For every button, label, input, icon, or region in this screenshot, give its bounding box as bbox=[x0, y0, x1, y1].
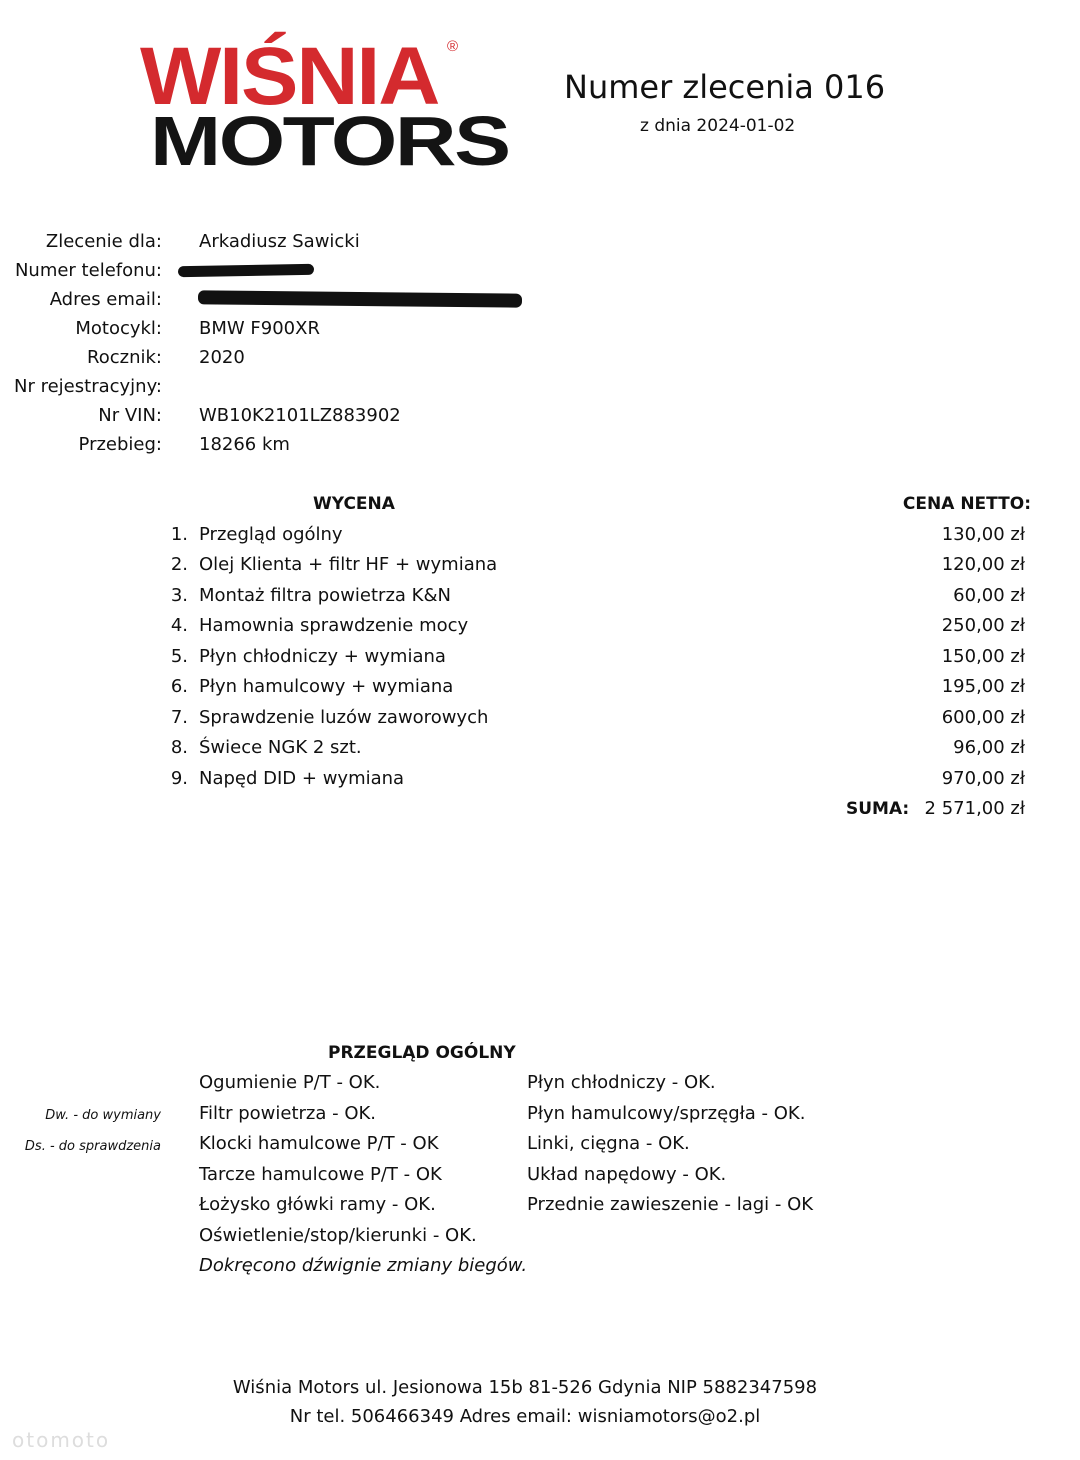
item-name: Hamownia sprawdzenie mocy bbox=[199, 615, 469, 636]
sum-label: SUMA: bbox=[846, 799, 910, 819]
vin-value: WB10K2101LZ883902 bbox=[199, 405, 401, 426]
item-number: 5. bbox=[170, 646, 188, 667]
sum-value: 2 571,00 zł bbox=[924, 798, 1025, 819]
client-value: Arkadiusz Sawicki bbox=[199, 231, 360, 252]
item-price: 195,00 zł bbox=[941, 676, 1025, 697]
inspection-note: Dokręcono dźwignie zmiany biegów. bbox=[199, 1255, 528, 1276]
inspection-item: Ogumienie P/T - OK. bbox=[199, 1072, 381, 1093]
item-name: Olej Klienta + filtr HF + wymiana bbox=[199, 554, 498, 575]
inspection-item: Tarcze hamulcowe P/T - OK bbox=[199, 1164, 442, 1185]
item-number: 9. bbox=[170, 768, 188, 789]
item-number: 3. bbox=[170, 585, 188, 606]
inspection-item: Linki, cięgna - OK. bbox=[527, 1133, 690, 1154]
item-number: 7. bbox=[170, 707, 188, 728]
inspection-item: Układ napędowy - OK. bbox=[527, 1164, 727, 1185]
phone-label: Numer telefonu: bbox=[14, 260, 162, 281]
inspection-title: PRZEGLĄD OGÓLNY bbox=[328, 1043, 516, 1063]
item-price: 60,00 zł bbox=[953, 585, 1025, 606]
inspection-item: Płyn hamulcowy/sprzęgła - OK. bbox=[527, 1103, 806, 1124]
phone-redaction bbox=[178, 264, 314, 277]
email-label: Adres email: bbox=[49, 289, 162, 310]
item-name: Płyn hamulcowy + wymiana bbox=[199, 676, 454, 697]
client-label: Zlecenie dla: bbox=[45, 231, 162, 252]
order-date: z dnia 2024-01-02 bbox=[640, 116, 796, 136]
item-price: 150,00 zł bbox=[941, 646, 1025, 667]
registration-label: Nr rejestracyjny: bbox=[14, 376, 162, 397]
item-price: 250,00 zł bbox=[941, 615, 1025, 636]
item-number: 8. bbox=[170, 737, 188, 758]
item-number: 2. bbox=[170, 554, 188, 575]
item-number: 6. bbox=[170, 676, 188, 697]
mileage-value: 18266 km bbox=[199, 434, 290, 455]
item-number: 4. bbox=[170, 615, 188, 636]
vin-label: Nr VIN: bbox=[98, 405, 162, 426]
inspection-item: Klocki hamulcowe P/T - OK bbox=[199, 1133, 439, 1154]
item-name: Montaż filtra powietrza K&N bbox=[199, 585, 451, 606]
item-price: 96,00 zł bbox=[953, 737, 1025, 758]
pricing-header: WYCENA bbox=[313, 494, 395, 514]
item-price: 130,00 zł bbox=[941, 524, 1025, 545]
item-name: Napęd DID + wymiana bbox=[199, 768, 405, 789]
inspection-item: Oświetlenie/stop/kierunki - OK. bbox=[199, 1225, 477, 1246]
logo-motors-text: MOTORS bbox=[150, 102, 509, 180]
item-price: 970,00 zł bbox=[941, 768, 1025, 789]
item-name: Świece NGK 2 szt. bbox=[199, 737, 362, 758]
item-number: 1. bbox=[170, 524, 188, 545]
item-name: Płyn chłodniczy + wymiana bbox=[199, 646, 446, 667]
item-name: Sprawdzenie luzów zaworowych bbox=[199, 707, 489, 728]
footer-contact: Nr tel. 506466349 Adres email: wisniamotors@o2.pl bbox=[289, 1406, 761, 1427]
watermark: otomoto bbox=[12, 1428, 111, 1452]
item-price: 120,00 zł bbox=[941, 554, 1025, 575]
bike-value: BMW F900XR bbox=[199, 318, 320, 339]
inspection-item: Płyn chłodniczy - OK. bbox=[527, 1072, 716, 1093]
footer-address: Wiśnia Motors ul. Jesionowa 15b 81-526 Gdynia NIP 5882347598 bbox=[232, 1377, 818, 1398]
registered-mark: ® bbox=[447, 38, 459, 55]
inspection-item: Filtr powietrza - OK. bbox=[199, 1103, 377, 1124]
bike-label: Motocykl: bbox=[75, 318, 162, 339]
inspection-item: Łożysko główki ramy - OK. bbox=[199, 1194, 436, 1215]
mileage-label: Przebieg: bbox=[78, 434, 162, 455]
email-redaction bbox=[198, 290, 522, 307]
item-price: 600,00 zł bbox=[941, 707, 1025, 728]
order-title: Numer zlecenia 016 bbox=[564, 68, 886, 106]
item-name: Przegląd ogólny bbox=[199, 524, 343, 545]
year-label: Rocznik: bbox=[87, 347, 162, 368]
legend-replace: Dw. - do wymiany bbox=[45, 1108, 161, 1123]
net-price-header: CENA NETTO: bbox=[902, 494, 1031, 514]
inspection-item: Przednie zawieszenie - lagi - OK bbox=[527, 1194, 814, 1215]
year-value: 2020 bbox=[199, 347, 245, 368]
logo-wisnia-text: WIŚNIA bbox=[140, 31, 439, 122]
legend-check: Ds. - do sprawdzenia bbox=[24, 1139, 161, 1154]
